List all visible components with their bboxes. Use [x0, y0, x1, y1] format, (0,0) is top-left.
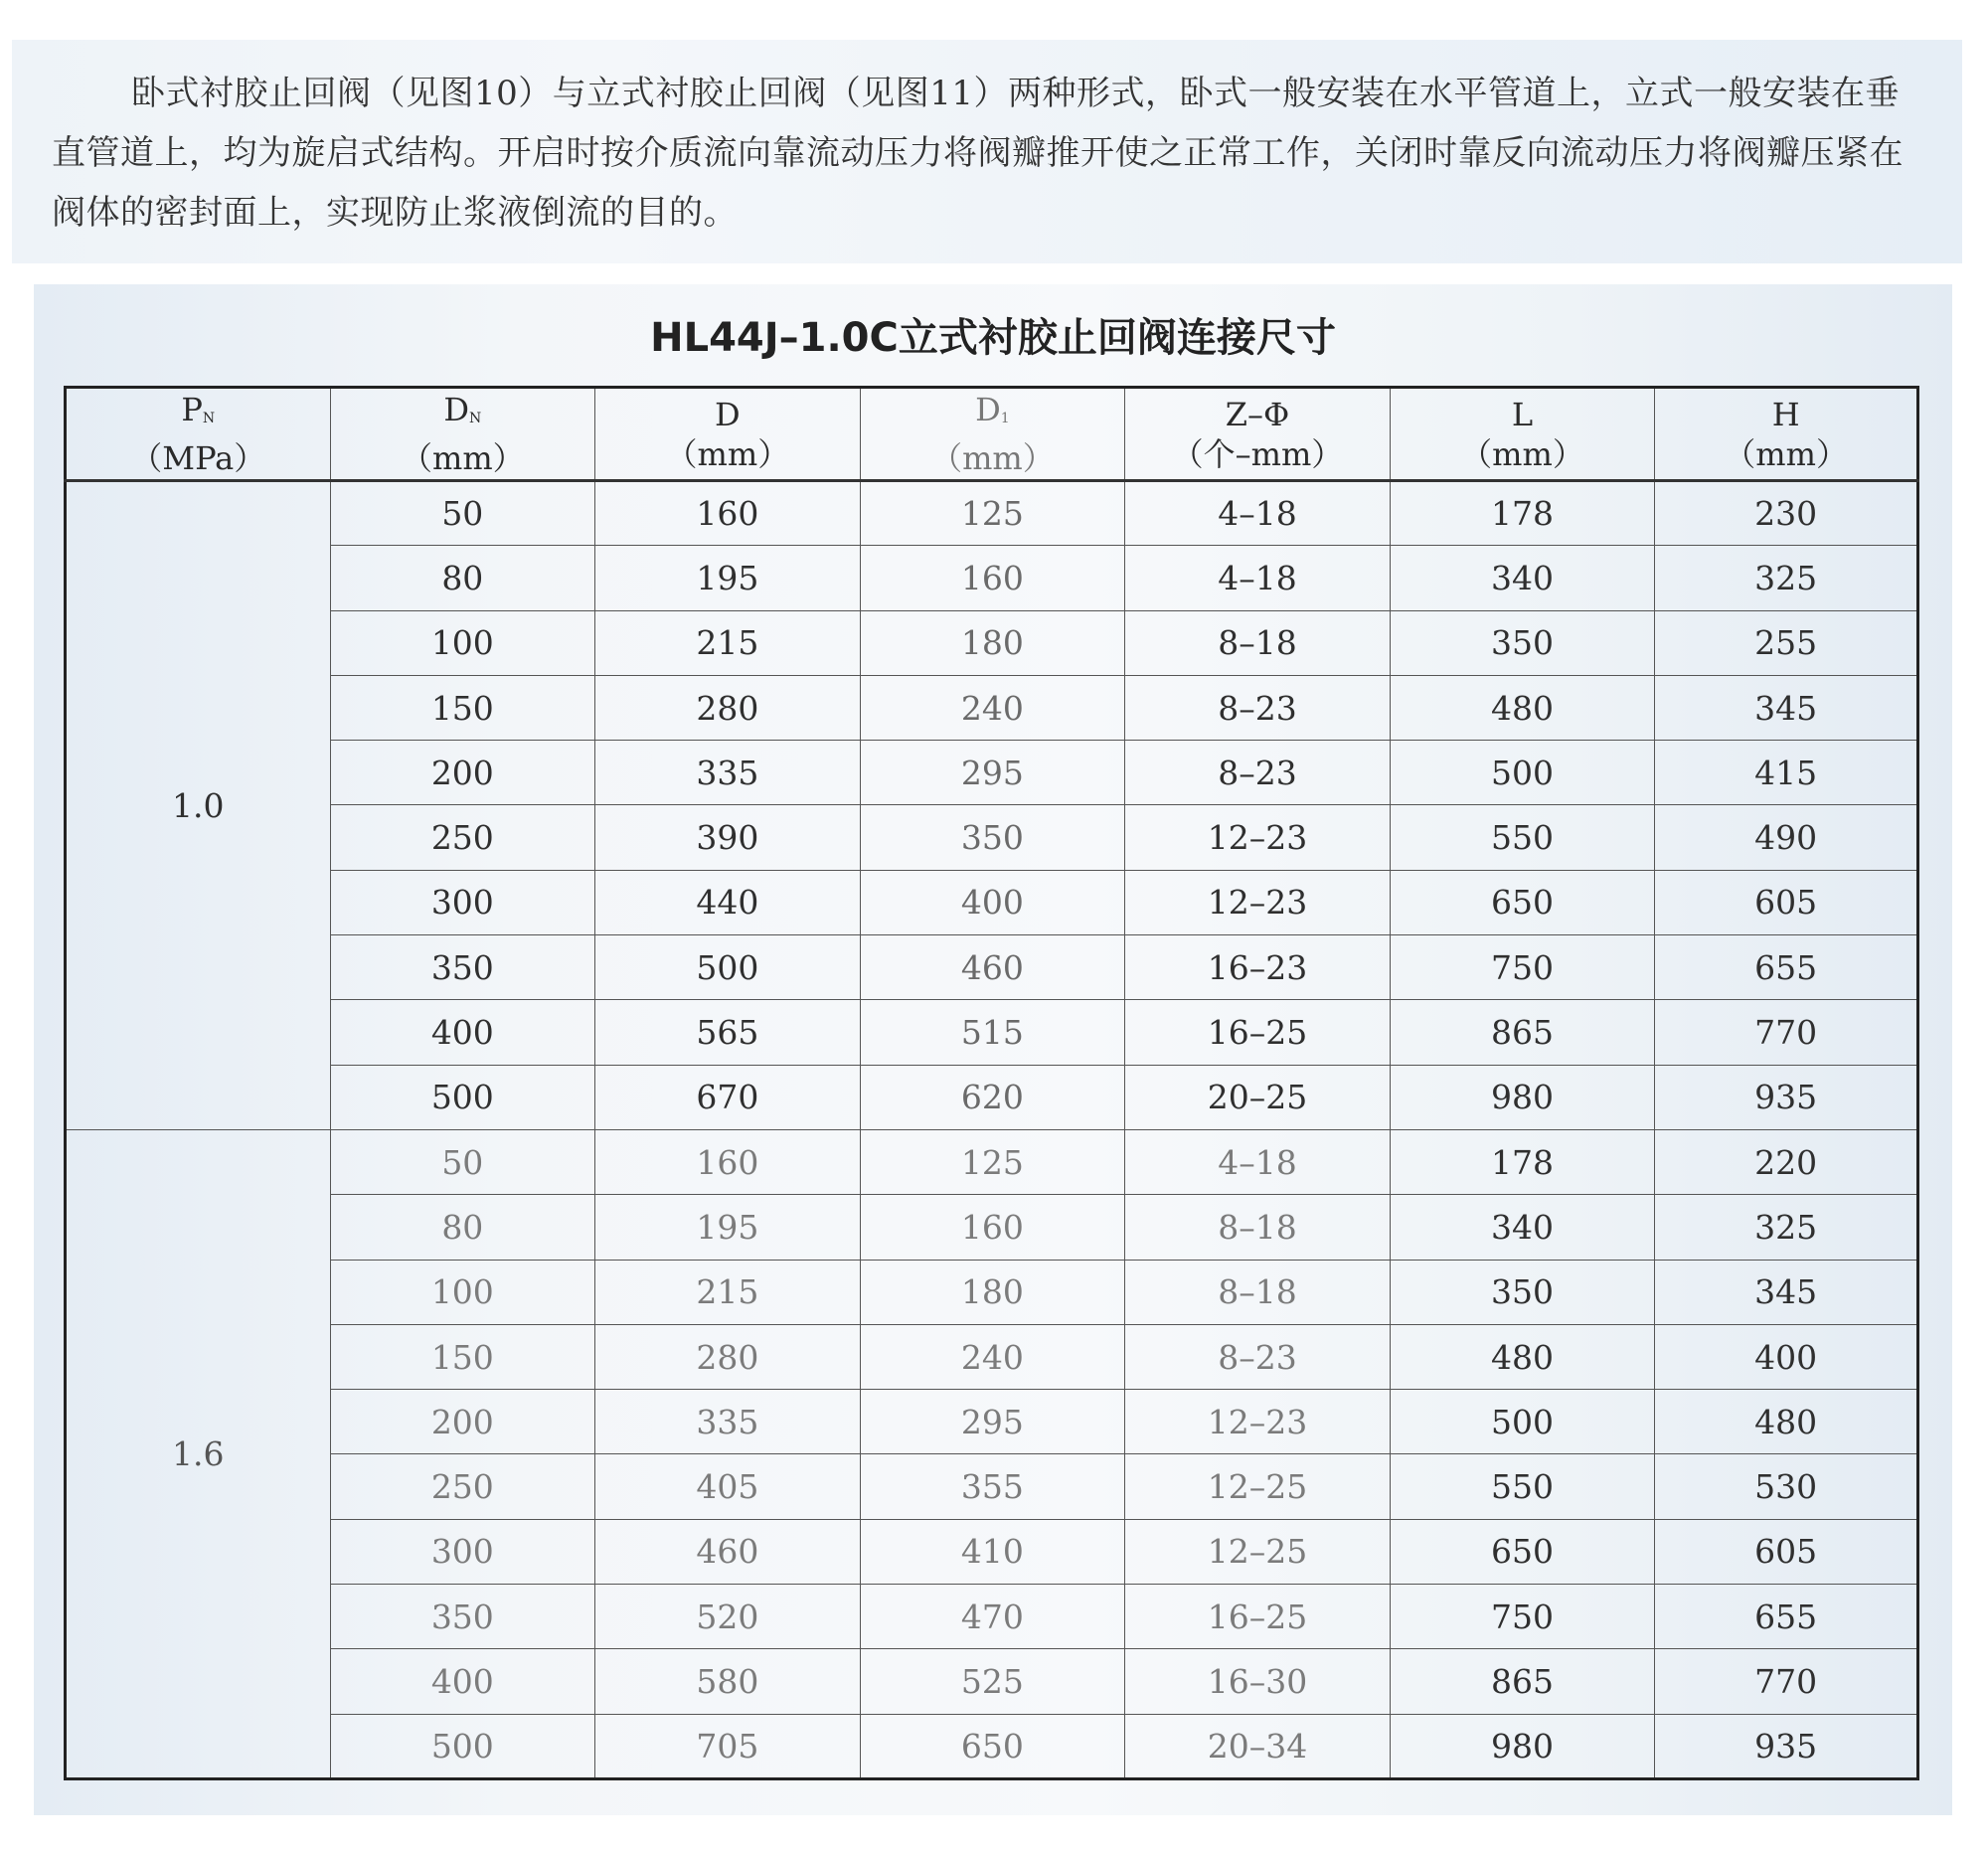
cell-d: 580	[595, 1649, 861, 1714]
header-symbol: H	[1771, 395, 1800, 433]
cell-z-phi: 16–25	[1125, 1585, 1391, 1649]
cell-h: 655	[1655, 935, 1918, 1000]
header-unit: （MPa）	[130, 439, 266, 477]
table-row	[66, 1585, 1918, 1649]
table-row	[66, 935, 1918, 1000]
cell-h: 325	[1655, 1195, 1918, 1260]
table-row	[66, 1454, 1918, 1519]
cell-dn: 350	[330, 1585, 595, 1649]
cell-z-phi: 20–34	[1125, 1714, 1391, 1778]
cell-d1: 525	[860, 1649, 1125, 1714]
cell-l: 550	[1390, 1454, 1655, 1519]
cell-d1: 460	[860, 935, 1125, 1000]
cell-z-phi: 12–23	[1125, 870, 1391, 934]
cell-l: 178	[1390, 481, 1655, 546]
cell-z-phi: 16–25	[1125, 1000, 1391, 1065]
table-row	[66, 546, 1918, 610]
cell-dn: 500	[330, 1065, 595, 1129]
cell-h: 655	[1655, 1585, 1918, 1649]
cell-dn: 50	[330, 1129, 595, 1194]
header-symbol: L	[1511, 395, 1534, 433]
header-dn	[330, 388, 595, 481]
cell-z-phi: 4–18	[1125, 1129, 1391, 1194]
cell-h: 220	[1655, 1129, 1918, 1194]
cell-dn: 150	[330, 1324, 595, 1389]
cell-d: 280	[595, 1324, 861, 1389]
table-title: HL44J–1.0C立式衬胶止回阀连接尺寸	[650, 315, 1336, 361]
cell-d1: 160	[860, 1195, 1125, 1260]
cell-dn: 100	[330, 1260, 595, 1324]
cell-d: 565	[595, 1000, 861, 1065]
cell-z-phi: 12–23	[1125, 1390, 1391, 1454]
cell-d1: 515	[860, 1000, 1125, 1065]
cell-h: 770	[1655, 1649, 1918, 1714]
cell-dn: 100	[330, 610, 595, 675]
table-row	[66, 1390, 1918, 1454]
cell-h: 345	[1655, 675, 1918, 740]
cell-d1: 355	[860, 1454, 1125, 1519]
cell-dn: 400	[330, 1000, 595, 1065]
cell-h: 530	[1655, 1454, 1918, 1519]
cell-dn: 200	[330, 741, 595, 805]
header-d	[595, 388, 861, 481]
cell-z-phi: 4–18	[1125, 481, 1391, 546]
cell-d1: 295	[860, 741, 1125, 805]
cell-h: 345	[1655, 1260, 1918, 1324]
cell-h: 490	[1655, 805, 1918, 870]
dimensions-table	[64, 386, 1919, 1780]
header-subscript: N	[469, 411, 482, 426]
cell-h: 935	[1655, 1065, 1918, 1129]
cell-dn: 80	[330, 1195, 595, 1260]
cell-dn: 300	[330, 870, 595, 934]
cell-dn: 80	[330, 546, 595, 610]
header-symbol: D	[443, 391, 470, 428]
table-row	[66, 1129, 1918, 1194]
cell-l: 865	[1390, 1649, 1655, 1714]
cell-h: 935	[1655, 1714, 1918, 1778]
cell-dn: 250	[330, 805, 595, 870]
cell-l: 350	[1390, 1260, 1655, 1324]
cell-d: 500	[595, 935, 861, 1000]
table-row	[66, 1000, 1918, 1065]
header-symbol: D	[715, 395, 741, 433]
cell-l: 178	[1390, 1129, 1655, 1194]
header-symbol: P	[181, 391, 203, 428]
cell-l: 350	[1390, 610, 1655, 675]
header-z-phi	[1125, 388, 1391, 481]
cell-l: 340	[1390, 1195, 1655, 1260]
cell-z-phi: 16–23	[1125, 935, 1391, 1000]
cell-h: 605	[1655, 870, 1918, 934]
cell-l: 500	[1390, 741, 1655, 805]
header-symbol: Z–Φ	[1225, 395, 1290, 433]
cell-h: 325	[1655, 546, 1918, 610]
cell-l: 480	[1390, 675, 1655, 740]
cell-z-phi: 8–18	[1125, 1260, 1391, 1324]
cell-d: 160	[595, 481, 861, 546]
cell-h: 480	[1655, 1390, 1918, 1454]
cell-d: 215	[595, 1260, 861, 1324]
cell-d: 440	[595, 870, 861, 934]
cell-d: 705	[595, 1714, 861, 1778]
cell-z-phi: 8–23	[1125, 1324, 1391, 1389]
intro-paragraph: 卧式衬胶止回阀（见图10）与立式衬胶止回阀（见图11）两种形式，卧式一般安装在水平管道上，立式一般安装在垂直管道上，均为旋启式结构。开启时按介质流向靠流动压力将阀瓣推开使之正常工作，关闭时靠反向流动压力将阀瓣压紧在阀体的密封面上，实现防止浆液倒流的目的。	[52, 74, 1904, 233]
cell-z-phi: 8–18	[1125, 1195, 1391, 1260]
cell-d1: 160	[860, 546, 1125, 610]
table-row	[66, 481, 1918, 546]
cell-d: 335	[595, 741, 861, 805]
cell-d1: 125	[860, 481, 1125, 546]
cell-d: 520	[595, 1585, 861, 1649]
cell-h: 415	[1655, 741, 1918, 805]
cell-d: 280	[595, 675, 861, 740]
cell-dn: 250	[330, 1454, 595, 1519]
cell-d1: 125	[860, 1129, 1125, 1194]
cell-dn: 50	[330, 481, 595, 546]
header-unit: （mm）	[930, 439, 1055, 477]
cell-h: 230	[1655, 481, 1918, 546]
header-unit: （mm）	[1460, 434, 1584, 473]
cell-z-phi: 4–18	[1125, 546, 1391, 610]
header-unit: （个–mm）	[1171, 434, 1344, 473]
cell-dn: 400	[330, 1649, 595, 1714]
cell-dn: 350	[330, 935, 595, 1000]
header-unit: （mm）	[1724, 434, 1848, 473]
cell-dn: 200	[330, 1390, 595, 1454]
cell-d: 670	[595, 1065, 861, 1129]
cell-d: 335	[595, 1390, 861, 1454]
cell-l: 750	[1390, 935, 1655, 1000]
table-row	[66, 805, 1918, 870]
cell-d1: 295	[860, 1390, 1125, 1454]
cell-l: 480	[1390, 1324, 1655, 1389]
cell-l: 500	[1390, 1390, 1655, 1454]
table-row	[66, 1324, 1918, 1389]
cell-h: 400	[1655, 1324, 1918, 1389]
cell-z-phi: 16–30	[1125, 1649, 1391, 1714]
table-row	[66, 1519, 1918, 1584]
table-row	[66, 1260, 1918, 1324]
intro-section	[12, 40, 1962, 263]
cell-l: 865	[1390, 1000, 1655, 1065]
cell-d1: 350	[860, 805, 1125, 870]
table-row	[66, 675, 1918, 740]
cell-d1: 400	[860, 870, 1125, 934]
table-panel	[34, 284, 1952, 1815]
cell-d1: 650	[860, 1714, 1125, 1778]
cell-d: 390	[595, 805, 861, 870]
cell-h: 770	[1655, 1000, 1918, 1065]
cell-d1: 180	[860, 610, 1125, 675]
cell-dn: 500	[330, 1714, 595, 1778]
cell-z-phi: 12–23	[1125, 805, 1391, 870]
cell-dn: 300	[330, 1519, 595, 1584]
cell-z-phi: 8–18	[1125, 610, 1391, 675]
cell-l: 550	[1390, 805, 1655, 870]
cell-d: 460	[595, 1519, 861, 1584]
header-subscript: 1	[1000, 411, 1010, 426]
cell-d: 195	[595, 546, 861, 610]
cell-d1: 240	[860, 675, 1125, 740]
cell-h: 605	[1655, 1519, 1918, 1584]
cell-l: 650	[1390, 1519, 1655, 1584]
table-header-row	[66, 388, 1918, 481]
cell-l: 980	[1390, 1714, 1655, 1778]
cell-z-phi: 12–25	[1125, 1519, 1391, 1584]
cell-d1: 240	[860, 1324, 1125, 1389]
pressure-cell: 1.0	[66, 481, 331, 1130]
cell-d: 195	[595, 1195, 861, 1260]
header-l	[1390, 388, 1655, 481]
cell-z-phi: 8–23	[1125, 675, 1391, 740]
header-pn	[66, 388, 331, 481]
header-d1	[860, 388, 1125, 481]
cell-d1: 410	[860, 1519, 1125, 1584]
table-row	[66, 1195, 1918, 1260]
table-row	[66, 741, 1918, 805]
cell-l: 750	[1390, 1585, 1655, 1649]
header-symbol: D	[975, 391, 1001, 428]
cell-l: 980	[1390, 1065, 1655, 1129]
header-h	[1655, 388, 1918, 481]
cell-d: 160	[595, 1129, 861, 1194]
table-row	[66, 1649, 1918, 1714]
cell-l: 650	[1390, 870, 1655, 934]
cell-d1: 620	[860, 1065, 1125, 1129]
table-row	[66, 1065, 1918, 1129]
header-subscript: N	[202, 411, 216, 426]
pressure-cell: 1.6	[66, 1129, 331, 1778]
cell-d: 215	[595, 610, 861, 675]
cell-d: 405	[595, 1454, 861, 1519]
cell-z-phi: 20–25	[1125, 1065, 1391, 1129]
cell-z-phi: 12–25	[1125, 1454, 1391, 1519]
cell-dn: 150	[330, 675, 595, 740]
table-body	[66, 481, 1918, 1779]
cell-d1: 470	[860, 1585, 1125, 1649]
cell-z-phi: 8–23	[1125, 741, 1391, 805]
cell-h: 255	[1655, 610, 1918, 675]
table-row	[66, 610, 1918, 675]
cell-d1: 180	[860, 1260, 1125, 1324]
header-unit: （mm）	[400, 439, 525, 477]
cell-l: 340	[1390, 546, 1655, 610]
table-row	[66, 870, 1918, 934]
header-unit: （mm）	[665, 434, 790, 473]
table-row	[66, 1714, 1918, 1778]
